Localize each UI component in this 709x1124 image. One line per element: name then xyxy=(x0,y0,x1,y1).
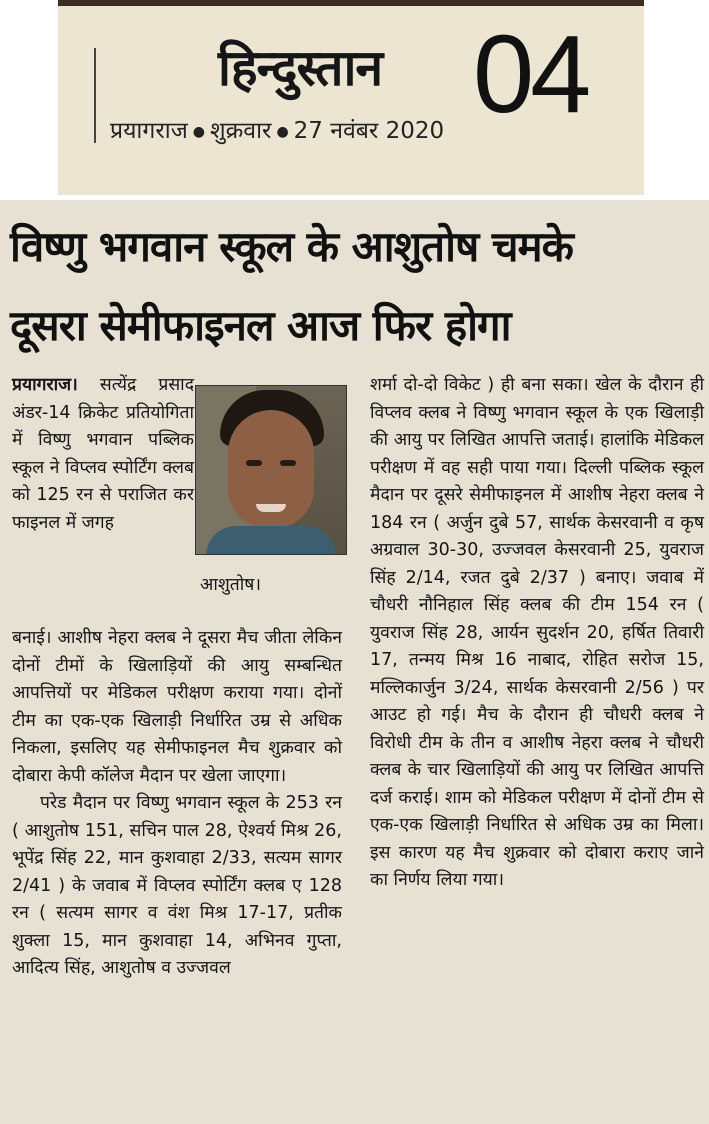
masthead-divider xyxy=(94,48,96,143)
newspaper-masthead xyxy=(58,0,644,195)
masthead-day: शुक्रवार xyxy=(209,118,272,144)
article-column-left-top xyxy=(12,372,194,537)
photo-caption: आशुतोष। xyxy=(200,575,262,595)
article-lead-text: सत्येंद्र प्रसाद अंडर-14 क्रिकेट प्रतियोगिता में विष्णु भगवान पब्लिक स्कूल ने विप्लव स्पोर्टिंग क्लब को 125 रन से पराजित कर फाइनल में जगह xyxy=(12,375,194,533)
masthead-date: 27 नवंबर 2020 xyxy=(293,118,445,144)
article-dateline: प्रयागराज। xyxy=(12,375,78,395)
article-clipping xyxy=(0,200,709,1124)
article-paragraph: शर्मा दो-दो विकेट ) ही बना सका। खेल के दौरान ही विप्लव क्लब ने विष्णु भगवान स्कूल के एक खिलाड़ी की आयु पर लिखित आपत्ति जताई। हालांकि मेडिकल परीक्षण में वह सही पाया गया। दिल्ली पब्लिक स्कूल मैदान पर दूसरे सेमीफाइनल में आशीष नेहरा क्लब ने 184 रन ( अर्जुन दुबे 57, सार्थक केसरवानी व कृष अग्रवाल 30-30, उज्जवल केसरवानी 25, युवराज सिंह 2/14, रजत दुबे 2/37 ) बनाए। जवाब में चौधरी नौनिहाल सिंह क्लब की टीम 154 रन ( युवराज सिंह 28, आर्यन सुदर्शन 20, हर्षित तिवारी 17, तन्मय मिश्र 16 नाबाद, रोहित सरोज 15, मल्लिकार्जुन 3/24, सार्थक केसरवानी 2/56 ) पर आउट हो गई। मैच के दौरान ही चौधरी क्लब ने विरोधी टीम के तीन व आशीष नेहरा क्लब ने चौधरी क्लब के चार खिलाड़ियों की आयु पर लिखित आपत्ति दर्ज कराई। शाम को मेडिकल परीक्षण में दोनों टीम से एक-एक खिलाड़ी निर्धारित से अधिक उम्र का मिला। इस कारण यह मैच शुक्रवार को दोबारा कराए जाने का निर्णय लिया गया। xyxy=(370,375,704,890)
masthead-city: प्रयागराज xyxy=(110,118,188,144)
newspaper-name: हिन्दुस्तान xyxy=(218,39,383,97)
headline-line-1: विष्णु भगवान स्कूल के आशुतोष चमके xyxy=(10,222,573,271)
article-paragraph: परेड मैदान पर विष्णु भगवान स्कूल के 253 रन ( आशुतोष 151, सचिन पाल 28, ऐश्वर्य मिश्र 26, भूपेंद्र सिंह 22, मान कुशवाहा 2/33, सत्यम सागर 2/41 ) के जवाब में विप्लव स्पोर्टिंग क्लब ए 128 रन ( सत्यम सागर व वंश मिश्र 17-17, प्रतीक शुक्ला 15, मान कुशवाहा 14, अभिनव गुप्ता, आदित्य सिंह, आशुतोष व उज्जवल xyxy=(12,793,342,978)
article-column-left-bottom xyxy=(12,625,342,983)
page-number: 04 xyxy=(473,13,588,136)
article-paragraph: बनाई। आशीष नेहरा क्लब ने दूसरा मैच जीता लेकिन दोनों टीमों के खिलाड़ियों की आयु सम्बन्धित आपत्तियों पर मेडिकल परीक्षण कराया गया। दोनों टीम का एक-एक खिलाड़ी निर्धारित उम्र से अधिक निकला, इसलिए यह सेमीफाइनल मैच शुक्रवार को दोबारा केपी कॉलेज मैदान पर खेला जाएगा। xyxy=(12,628,342,786)
masthead-dateline xyxy=(110,113,444,145)
masthead-top-rule xyxy=(58,0,644,6)
bullet-icon: ● xyxy=(276,123,289,140)
bullet-icon: ● xyxy=(192,123,205,140)
headline-line-2: दूसरा सेमीफाइनल आज फिर होगा xyxy=(10,301,511,350)
article-column-right xyxy=(370,372,704,895)
player-photo xyxy=(195,385,347,555)
